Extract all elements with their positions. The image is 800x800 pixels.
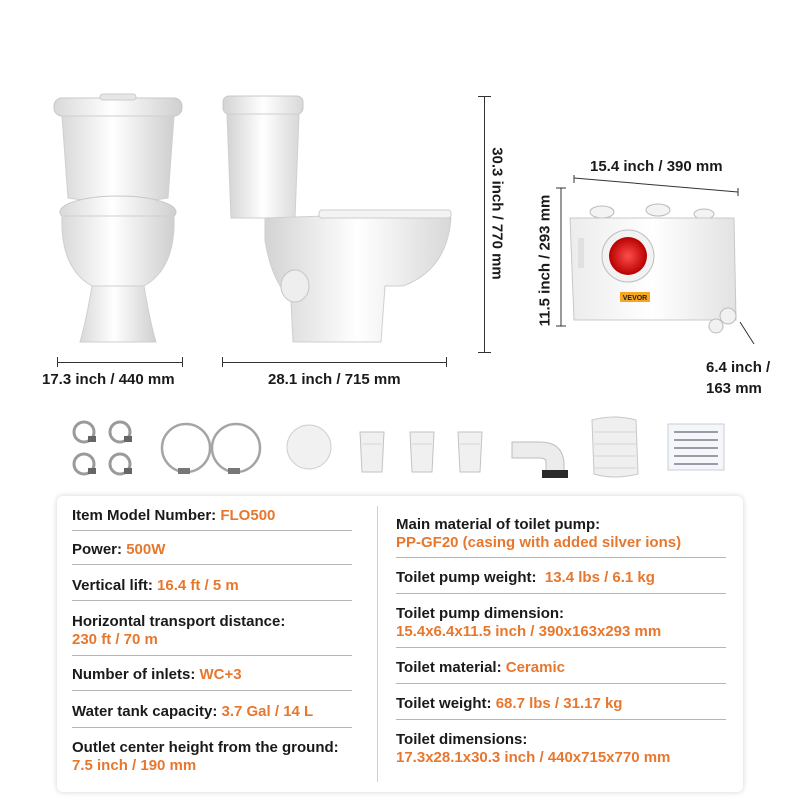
spec-value: WC+3 — [199, 666, 242, 683]
spec-value: 7.5 inch / 190 mm — [72, 757, 197, 774]
pump-brand-logo: VEVOR — [622, 295, 648, 302]
spec-value: 15.4x6.4x11.5 inch / 390x163x293 mm — [396, 623, 662, 640]
hose-clamps-large-image — [156, 418, 266, 478]
divider — [396, 647, 726, 648]
spec-value: 13.4 lbs / 6.1 kg — [544, 569, 655, 586]
spec-inlets — [72, 666, 242, 684]
spec-label: Toilet material: — [396, 659, 506, 676]
spec-model-number — [72, 507, 275, 525]
toilet-side-image — [215, 90, 455, 352]
pump-depth-label-line1: 6.4 inch / — [706, 359, 771, 376]
specifications-panel — [57, 496, 743, 792]
spec-label: Water tank capacity: — [72, 703, 222, 720]
pump-height-label: 11.5 inch / 293 mm — [536, 194, 554, 327]
divider — [72, 690, 352, 691]
height-tick-bottom — [478, 352, 491, 353]
spec-value: 500W — [126, 541, 166, 558]
toilet-front-image — [40, 90, 200, 360]
cover-cap-image — [284, 422, 334, 472]
spec-pump-material — [396, 516, 681, 552]
spec-label: Toilet pump dimension: — [396, 605, 565, 622]
spec-pump-weight — [396, 569, 655, 587]
side-depth-tick-left — [222, 357, 223, 367]
adapter-couplings-image — [354, 428, 489, 476]
spec-value: PP-GF20 (casing with added silver ions) — [396, 534, 682, 551]
pump-width-dimension-line — [572, 175, 742, 197]
divider — [396, 719, 726, 720]
spec-label: Vertical lift: — [72, 577, 158, 594]
spec-pump-dimension — [396, 605, 661, 641]
spec-label: Toilet weight: — [396, 695, 496, 712]
spec-horizontal-distance — [72, 613, 285, 649]
height-dimension-label: 30.3 inch / 770 mm — [488, 147, 506, 280]
divider — [72, 727, 352, 728]
side-depth-label: 28.1 inch / 715 mm — [268, 371, 401, 388]
spec-value: Ceramic — [505, 659, 565, 676]
pump-width-label: 15.4 inch / 390 mm — [590, 158, 723, 175]
divider — [72, 564, 352, 565]
height-tick-top — [478, 96, 491, 97]
spec-value: 3.7 Gal / 14 L — [221, 703, 314, 720]
divider — [396, 683, 726, 684]
spec-vertical-lift — [72, 577, 239, 595]
spec-label: Outlet center height from the ground: — [72, 739, 339, 756]
spec-outlet-height — [72, 739, 339, 775]
side-depth-tick-right — [446, 357, 447, 367]
front-width-tick-left — [57, 357, 58, 367]
spec-value: 230 ft / 70 m — [72, 631, 158, 648]
divider — [396, 557, 726, 558]
divider — [72, 655, 352, 656]
flexible-hose-image — [584, 412, 646, 482]
spec-label: Main material of toilet pump: — [396, 516, 601, 533]
pump-depth-dimension-line — [738, 318, 758, 348]
spec-label: Item Model Number: — [72, 507, 221, 524]
spec-label: Toilet dimensions: — [396, 731, 528, 748]
pump-image — [566, 198, 746, 338]
height-dimension-line — [484, 96, 485, 353]
side-depth-dimension-line — [222, 362, 447, 363]
spec-value: FLO500 — [220, 507, 276, 524]
spec-label: Toilet pump weight: — [396, 569, 545, 586]
spec-label: Number of inlets: — [72, 666, 200, 683]
spec-value: 16.4 ft / 5 m — [157, 577, 239, 594]
spec-toilet-weight — [396, 695, 622, 713]
divider — [72, 600, 352, 601]
panel-column-divider — [377, 506, 378, 782]
spec-value: 68.7 lbs / 31.17 kg — [495, 695, 623, 712]
pump-depth-label-line2: 163 mm — [706, 380, 762, 397]
front-width-dimension-line — [57, 362, 183, 363]
spec-label: Power: — [72, 541, 127, 558]
bolt-pack-image — [664, 420, 728, 474]
spec-toilet-dimensions — [396, 731, 670, 767]
front-width-label: 17.3 inch / 440 mm — [42, 371, 175, 388]
divider — [72, 530, 352, 531]
divider — [396, 593, 726, 594]
spec-toilet-material — [396, 659, 565, 677]
spec-label: Horizontal transport distance: — [72, 613, 286, 630]
hose-clamps-small-image — [68, 418, 138, 478]
spec-power — [72, 541, 165, 559]
spec-tank-capacity — [72, 703, 313, 721]
spec-value: 17.3x28.1x30.3 inch / 440x715x770 mm — [396, 749, 671, 766]
elbow-connector-image — [506, 420, 576, 480]
front-width-tick-right — [182, 357, 183, 367]
